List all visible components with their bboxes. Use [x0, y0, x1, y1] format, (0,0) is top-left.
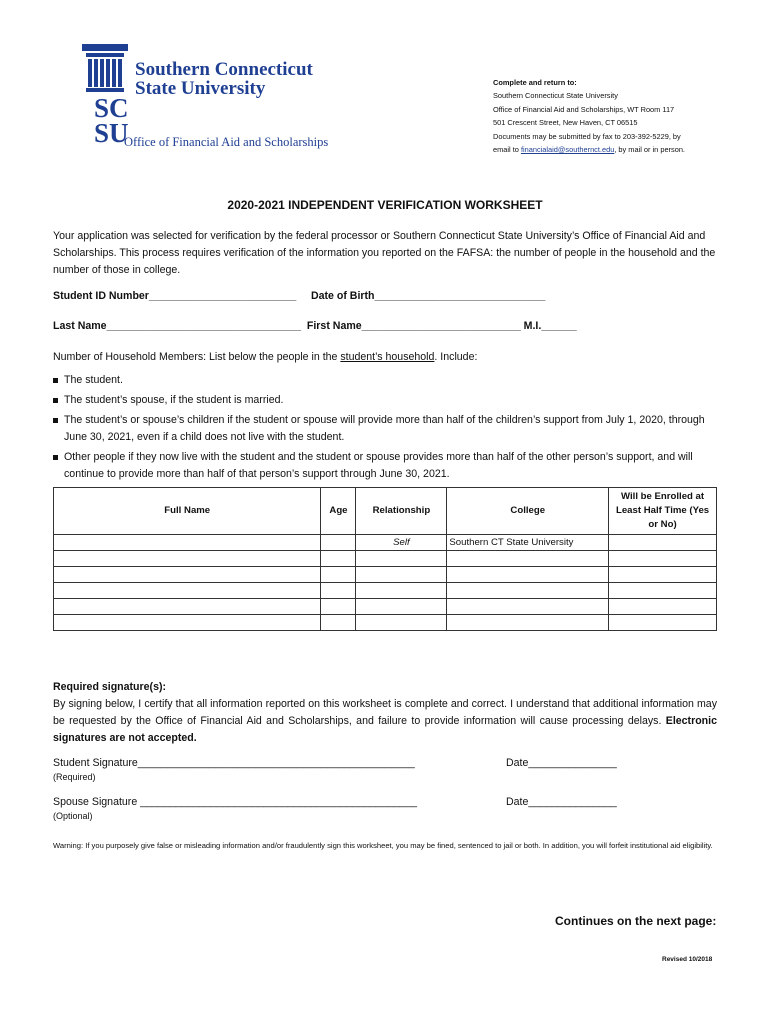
table-header-row	[54, 488, 717, 535]
student-date-field[interactable]: Date_______________	[506, 757, 617, 769]
cell-college[interactable]	[447, 615, 609, 631]
bullet-icon	[53, 398, 58, 403]
table-row	[54, 551, 717, 567]
table-row	[54, 535, 717, 551]
contact-block	[493, 76, 743, 156]
student-id-dob-fields[interactable]: Student ID Number_________________________ Date of Birth_____________________________	[53, 290, 546, 302]
bullet-icon	[53, 378, 58, 383]
household-table	[53, 487, 717, 631]
spouse-signature-field[interactable]: Spouse Signature _______________________________________________	[53, 796, 418, 808]
name-fields[interactable]: Last Name_________________________________ First Name___________________________ M.I.______	[53, 320, 577, 332]
header-full-name: Full Name	[54, 488, 321, 535]
student-signature-note: (Required)	[53, 772, 96, 782]
cell-college[interactable]	[447, 567, 609, 583]
cell-enrolled[interactable]	[609, 551, 717, 567]
cell-age[interactable]	[321, 615, 356, 631]
cell-age[interactable]	[321, 583, 356, 599]
revised-date: Revised 10/2018	[662, 956, 713, 963]
intro-paragraph: Your application was selected for verification by the federal processor or Southern Connecticut State University’s Office of Financial Aid and Scholarships. This process requires verification of the information you reported on the FAFSA: the number of people in the household and the number of those in college.	[53, 230, 716, 276]
continues-note: Continues on the next page:	[555, 914, 717, 928]
cell-college[interactable]	[447, 583, 609, 599]
contact-line: email to financialaid@southernct.edu, by mail or in person.	[493, 145, 685, 155]
spouse-date-field[interactable]: Date_______________	[506, 796, 617, 808]
student-signature-field[interactable]: Student Signature_______________________________________________	[53, 757, 415, 769]
table-row	[54, 599, 717, 615]
cell-full-name[interactable]	[54, 599, 321, 615]
cell-relationship: Self	[356, 535, 447, 551]
cell-relationship[interactable]	[356, 599, 447, 615]
header-age: Age	[321, 488, 356, 535]
bullet-item: The student’s or spouse’s children if the student or spouse will provide more than half of the children’s support from July 1, 2020, through June 30, 2021, even if a child does not live with the student.	[53, 412, 723, 446]
header-college: College	[447, 488, 609, 535]
logo-mark-top: SC	[94, 93, 129, 123]
cell-age[interactable]	[321, 567, 356, 583]
cell-age[interactable]	[321, 599, 356, 615]
bullet-icon	[53, 418, 58, 423]
contact-line: Documents may be submitted by fax to 203-392-5229, by	[493, 131, 681, 141]
bullet-item: The student’s spouse, if the student is married.	[53, 392, 723, 409]
cell-relationship[interactable]	[356, 615, 447, 631]
cell-enrolled[interactable]	[609, 535, 717, 551]
signature-statement: By signing below, I certify that all information reported on this worksheet is complete and correct. I understand that additional information may be requested by the Office of Financial Aid and Scholarships, and failure to provide information will cause processing delays. Electronic signatures are not accepted.	[53, 698, 717, 744]
cell-relationship[interactable]	[356, 551, 447, 567]
cell-college[interactable]	[447, 599, 609, 615]
cell-full-name[interactable]	[54, 583, 321, 599]
table-row	[54, 615, 717, 631]
contact-line: Southern Connecticut State University	[493, 91, 618, 101]
contact-line: Office of Financial Aid and Scholarships, WT Room 117	[493, 104, 675, 114]
document-title: 2020-2021 INDEPENDENT VERIFICATION WORKSHEET	[227, 198, 543, 212]
signature-heading: Required signature(s):	[53, 681, 167, 693]
cell-age[interactable]	[321, 551, 356, 567]
cell-college[interactable]	[447, 551, 609, 567]
electronic-signature-note: Electronic signatures are not accepted.	[53, 715, 717, 744]
cell-enrolled[interactable]	[609, 615, 717, 631]
header-enrolled: Will be Enrolled at Least Half Time (Yes or No)	[609, 488, 717, 535]
header-relationship: Relationship	[356, 488, 447, 535]
cell-enrolled[interactable]	[609, 599, 717, 615]
logo-mark-bottom: SU	[94, 118, 129, 148]
cell-college: Southern CT State University	[447, 535, 609, 551]
spouse-signature-note: (Optional)	[53, 811, 93, 821]
cell-relationship[interactable]	[356, 583, 447, 599]
cell-full-name[interactable]	[54, 551, 321, 567]
warning-text: Warning: If you purposely give false or misleading information and/or fraudulently sign this worksheet, you may be fined, sentenced to jail or both. In addition, you will forfeit institutional aid eligibility.	[53, 841, 713, 850]
logo-name-line1: Southern Connecticut	[135, 59, 313, 80]
bullet-item: Other people if they now live with the student and the student or spouse provides more than half of the other person’s support, and will continue to provide more than half of that person’s support through June 30, 2021.	[53, 449, 723, 483]
email-link[interactable]: financialaid@southernct.edu	[520, 145, 615, 155]
cell-age[interactable]	[321, 535, 356, 551]
cell-relationship[interactable]	[356, 567, 447, 583]
bullet-icon	[53, 455, 58, 460]
cell-full-name[interactable]	[54, 535, 321, 551]
logo-office: Office of Financial Aid and Scholarships	[124, 135, 329, 149]
contact-title: Complete and return to:	[493, 78, 577, 87]
table-row	[54, 567, 717, 583]
university-logo	[80, 42, 370, 154]
bullet-item: The student.	[53, 372, 723, 389]
table-row	[54, 583, 717, 599]
cell-enrolled[interactable]	[609, 567, 717, 583]
contact-line: 501 Crescent Street, New Haven, CT 06515	[493, 118, 638, 128]
cell-full-name[interactable]	[54, 567, 321, 583]
cell-enrolled[interactable]	[609, 583, 717, 599]
household-heading: Number of Household Members: List below the people in the student’s household. Include:	[53, 351, 478, 363]
logo-name-line2: State University	[135, 78, 266, 99]
cell-full-name[interactable]	[54, 615, 321, 631]
